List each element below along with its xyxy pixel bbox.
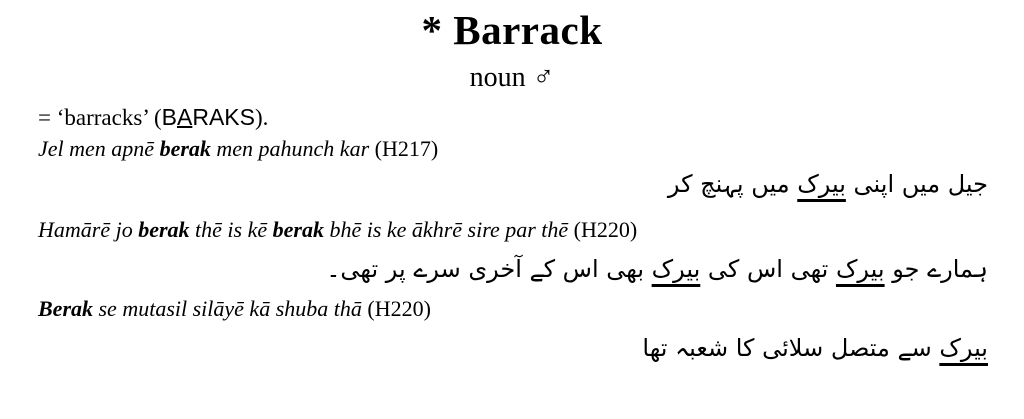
example-3-urdu-line bbox=[642, 330, 988, 366]
text-segment: men pahunch kar bbox=[210, 136, 375, 161]
text-segment: se mutasil silāyē kā shuba thā bbox=[93, 296, 368, 321]
example-2-roman-line bbox=[38, 215, 637, 245]
text-segment: (H220) bbox=[367, 296, 431, 321]
text-segment: thē is kē bbox=[189, 217, 273, 242]
text-segment: B bbox=[161, 104, 177, 130]
headword-star-marker: * bbox=[421, 7, 443, 53]
text-segment: bhē is ke ākhrē sire par thē bbox=[323, 217, 574, 242]
text-segment: بیرک bbox=[797, 170, 846, 198]
text-segment: Berak bbox=[38, 296, 93, 321]
text-segment: Jel men apnē bbox=[38, 136, 160, 161]
entry-headword bbox=[0, 6, 1024, 54]
example-2-urdu-line bbox=[326, 251, 988, 287]
text-segment: A bbox=[176, 104, 193, 130]
text-segment: (H217) bbox=[374, 136, 439, 161]
text-segment: = ‘barracks’ ( bbox=[38, 105, 162, 130]
text-segment: جیل میں اپنی bbox=[845, 170, 988, 198]
text-segment: Hamārē jo bbox=[38, 217, 139, 242]
part-of-speech-label: noun bbox=[469, 62, 526, 93]
example-1-roman-line bbox=[38, 134, 438, 164]
text-segment: تھی اس کی bbox=[700, 255, 836, 283]
text-segment: ). bbox=[254, 105, 269, 130]
text-segment: ہمارے جو bbox=[884, 255, 988, 283]
headword-text: Barrack bbox=[453, 7, 603, 53]
text-segment: berak bbox=[138, 217, 190, 242]
text-segment: RAKS bbox=[192, 104, 255, 130]
example-1-urdu-line bbox=[668, 166, 988, 202]
text-segment: berak bbox=[272, 217, 324, 242]
example-3-roman-line bbox=[38, 294, 431, 324]
text-segment: بیرک bbox=[939, 334, 988, 362]
male-gender-icon: ♂ bbox=[532, 61, 555, 93]
text-segment: بھی اس کے آخری سرے پر تھی۔ bbox=[326, 255, 652, 283]
text-segment: berak bbox=[159, 136, 211, 161]
text-segment: بیرک bbox=[835, 255, 885, 283]
text-segment: بیرک bbox=[651, 255, 701, 283]
text-segment: (H220) bbox=[573, 217, 638, 242]
text-segment: میں پہنچ کر bbox=[667, 170, 798, 198]
part-of-speech-line bbox=[0, 61, 1024, 94]
definition-line bbox=[38, 102, 268, 133]
text-segment: سے متصل سلائی کا شعبہ تھا bbox=[642, 334, 940, 362]
